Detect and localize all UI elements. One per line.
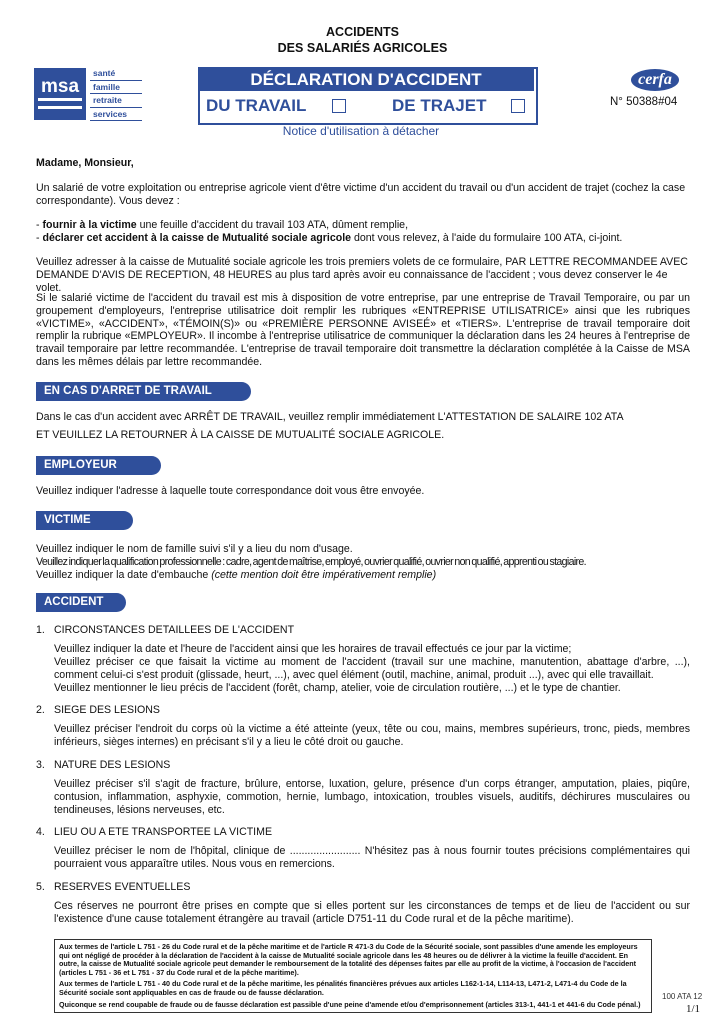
accident-1-line-2: Veuillez préciser ce que faisait la victime au moment de l'accident (travail sur une machine, manutention, abattage d'arbre, ...), comment celui-ci s'est produit (glissade, heurt, ...), avec quel élément (outil, machine, animal, produit ...), avec qui elle travaillait. <box>54 656 690 681</box>
accident-1-number: 1. <box>36 624 45 636</box>
page-number: 1/1 <box>686 1003 701 1015</box>
legal-paragraph-2: Aux termes de l'article L 751 - 40 du Code rural et de la pêche maritime, les pénalités financières prévues aux articles L162-1-14, L114-13, L471-2, L471-4 du Code de la Sécurité sociale sont appliquables en cas de fraude ou de fausse déclaration. <box>59 979 627 997</box>
logo-item-famille: famille <box>90 81 142 95</box>
section-accident-heading: ACCIDENT <box>36 593 126 612</box>
header-line2: DES SALARIÉS AGRICOLES <box>277 41 448 55</box>
accident-5-line-1: Ces réserves ne pourront être prises en compte que si elles portent sur les circonstances de temps et de lieu de l'accident ou sur l'existence d'une cause totalement étrangère au travail (article D751-11 du Code rural et de la pêche maritime). <box>54 900 690 925</box>
victime-line-3-note: (cette mention doit être impérativement remplie) <box>211 569 437 581</box>
intro-bullet-1: - fournir à la victime une feuille d'accident du travail 103 ATA, dûment remplie, <box>36 219 409 231</box>
accident-1-title: CIRCONSTANCES DETAILLEES DE L'ACCIDENT <box>54 624 295 636</box>
victime-line-3-text: Veuillez indiquer la date d'embauche <box>36 569 212 581</box>
intro-paragraph-2: Veuillez adresser à la caisse de Mutualité sociale agricole les trois premiers volets de ce formulaire, PAR LETTRE RECOMMANDEE AVEC DEMANDE D'AVIS DE RECEPTION, 48 HEURES au plus tard après avoir eu connaissance de l'accident ; vous devez conserver le 4e volet. <box>36 256 688 294</box>
legal-notice-box <box>54 939 652 1013</box>
logo-letters: msa <box>40 76 80 97</box>
form-number: N° 50388#04 <box>610 96 678 108</box>
logo-tagline <box>90 67 142 121</box>
bullet-1-text: une feuille d'accident du travail 103 ATA, dûment remplie, <box>136 219 409 231</box>
cerfa-logo: cerfa <box>631 69 679 91</box>
msa-logo <box>34 68 86 120</box>
logo-item-retraite: retraite <box>90 94 142 108</box>
employeur-line-1: Veuillez indiquer l'adresse à laquelle toute correspondance doit vous être envoyée. <box>36 485 425 497</box>
greeting: Madame, Monsieur, <box>36 157 134 169</box>
legal-paragraph-1: Aux termes de l'article L 751 - 26 du Code rural et de la pêche maritime et de l'article R 471-3 du Code de la Sécurité sociale, sont passibles d'une amende les employeurs qui ont négligé de procéder à la déclaration de l'accident à la caisse de Mutualité sociale agricole dans les 48 heures ou de délivrer à la victime la feuille d'accident. En outre, la caisse de Mutualité sociale agricole peut demander le remboursement de la totalité des dépenses faites par elle au profit de la victime, à l'occasion de l'accident (articles L 751 - 36 et L 751 - 37 du Code rural et de la pêche maritime). <box>59 942 638 977</box>
accident-4-title: LIEU OU A ETE TRANSPORTEE LA VICTIME <box>54 826 273 838</box>
intro-paragraph-3: Si le salarié victime de l'accident du travail est mis à disposition de votre entreprise, par une entreprise de Travail Temporaire, ou par un groupement d'employeurs, l'entreprise utilisatrice doit remplir les rubriques «ENTREPRISE UTILISATRICE» ainsi que les rubriques «VICTIME», «ACCIDENT», «TÉMOIN(S)» ou «PREMIÈRE PERSONNE AVISEÉ» et «TIERS». L'entreprise de travail temporaire doit remplir la rubrique «EMPLOYEUR». Il incombe à l'entreprise utilisatrice de communiquer la déclaration dans les 24 heures à l'entreprise de travail temporaire par lettre recommandée. L'entreprise de travail temporaire doit transmettre la déclaration complétée à la Caisse de MSA dans les mêmes délais par lettre recommandée. <box>36 292 690 368</box>
section-arret-heading: EN CAS D'ARRET DE TRAVAIL <box>36 382 251 401</box>
title-trajet: DE TRAJET <box>392 96 487 115</box>
accident-2-title: SIEGE DES LESIONS <box>54 704 160 716</box>
accident-1-line-1: Veuillez indiquer la date et l'heure de l'accident ainsi que les horaires de travail effectués ce jour par la victime; <box>54 643 572 655</box>
legal-paragraph-3: Quiconque se rend coupable de fraude ou de fausse déclaration est passible d'une peine d'amende et/ou d'emprisonnement (articles 313-1, 441-1 et 441-6 du Code pénal.) <box>59 999 641 1009</box>
bullet-2-text: dont vous relevez, à l'aide du formulaire 100 ATA, ci-joint. <box>351 232 623 244</box>
intro-bullet-2: - déclarer cet accident à la caisse de Mutualité sociale agricole dont vous relevez, à l'aide du formulaire 100 ATA, ci-joint. <box>36 232 623 244</box>
accident-5-number: 5. <box>36 881 45 893</box>
accident-2-number: 2. <box>36 704 45 716</box>
accident-4-line-1: Veuillez préciser le nom de l'hôpital, clinique de ........................ N'hésitez pas à nous fournir toutes précisions complémentaires qui pourraient vous apparaître utiles. Nous vous en remercions. <box>54 845 690 870</box>
bullet-1-bold: fournir à la victime <box>42 219 137 231</box>
arret-line-1: Dans le cas d'un accident avec ARRÊT DE TRAVAIL, veuillez remplir immédiatement L'ATTESTATION DE SALAIRE 102 ATA <box>36 411 624 423</box>
accident-5-title: RESERVES EVENTUELLES <box>54 881 191 893</box>
accident-3-line-1: Veuillez préciser s'il s'agit de fracture, brûlure, entorse, luxation, gelure, présence d'un corps étranger, amputation, plaies, piqûre, contusion, inflammation, asphyxie, commotion, hernie, lumbago, intoxication, troubles visuels, auditifs, déchirures musculaires ou tendineuses, lésions nerveuses, etc. <box>54 778 690 816</box>
notice-subtitle: Notice d'utilisation à détacher <box>282 124 440 138</box>
logo-item-services: services <box>90 108 142 122</box>
victime-line-3 <box>36 569 690 582</box>
intro-paragraph-1: Un salarié de votre exploitation ou entreprise agricole vient d'être victime d'un accident du travail ou d'un accident de trajet (cochez la case correspondante). Vous devez : <box>36 182 686 207</box>
section-victime-heading: VICTIME <box>36 511 133 530</box>
bullet-2-bold: déclarer cet accident à la caisse de Mutualité sociale agricole <box>42 232 352 244</box>
form-code: 100 ATA 12 <box>662 992 703 1001</box>
arret-line-2: ET VEUILLEZ LA RETOURNER À LA CAISSE DE MUTUALITÉ SOCIALE AGRICOLE. <box>36 429 445 441</box>
accident-1-line-3: Veuillez mentionner le lieu précis de l'accident (forêt, champ, atelier, voie de circulation routière, ...) et le type de chantier. <box>54 682 621 694</box>
checkbox-travail[interactable] <box>332 99 346 113</box>
accident-3-title: NATURE DES LESIONS <box>54 759 171 771</box>
title-travail: DU TRAVAIL <box>206 96 307 115</box>
checkbox-trajet[interactable] <box>511 99 525 113</box>
accident-2-line-1: Veuillez préciser l'endroit du corps où la victime a été atteinte (yeux, tête ou cou, mains, membres supérieurs, tronc, pieds, membres inférieurs, sièges internes) en précisant s'il y a lieu le côté droit ou gauche. <box>54 723 690 748</box>
accident-4-number: 4. <box>36 826 45 838</box>
victime-line-1: Veuillez indiquer le nom de famille suivi s'il y a lieu du nom d'usage. <box>36 543 353 555</box>
form-title: DÉCLARATION D'ACCIDENT <box>198 68 534 91</box>
victime-line-2: Veuillez indiquer la qualification professionnelle : cadre, agent de maîtrise, employé, ouvrier qualifié, ouvrier non qualifié, apprenti ou stagiaire. <box>36 556 586 568</box>
logo-item-sante: santé <box>90 67 142 81</box>
accident-3-number: 3. <box>36 759 45 771</box>
header-line1: ACCIDENTS <box>326 25 399 39</box>
section-employeur-heading: EMPLOYEUR <box>36 456 161 475</box>
